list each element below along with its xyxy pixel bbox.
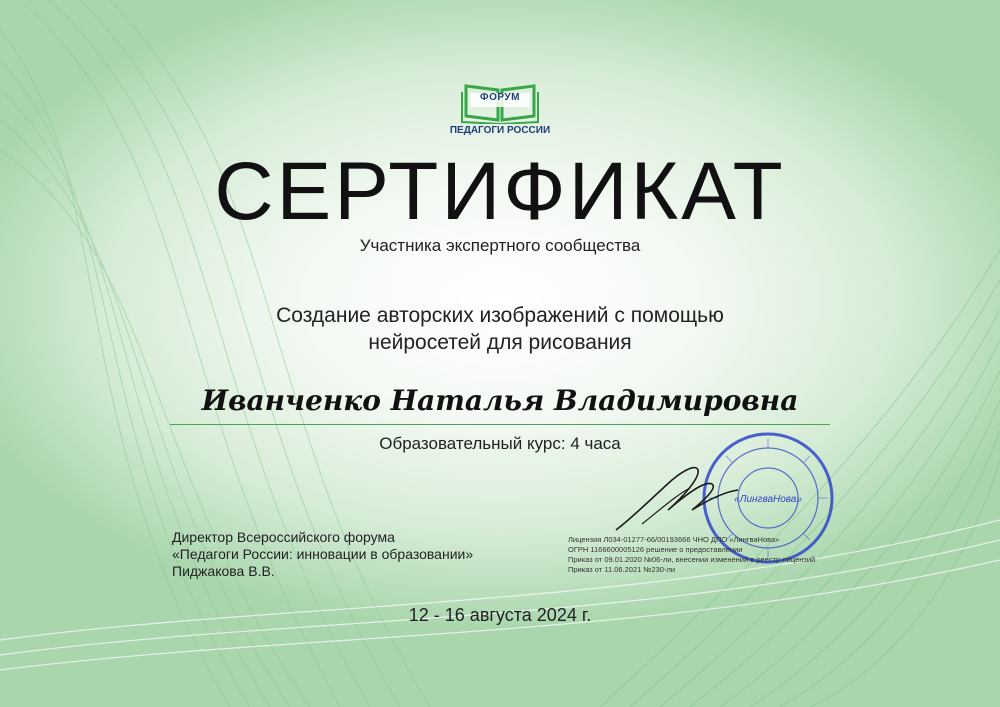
recipient-name: Иванченко Наталья Владимировна: [201, 384, 799, 417]
director-name: Пиджакова В.В.: [172, 563, 275, 579]
certificate-subtitle: Участника экспертного сообщества: [359, 236, 641, 255]
course-title-line-1: Создание авторских изображений с помощью: [276, 304, 724, 327]
license-info: [568, 535, 838, 575]
license-line-4: Приказ от 11.06.2021 №230-ли: [568, 565, 676, 574]
course-title-line-2: нейросетей для рисования: [368, 331, 632, 354]
logo-bottom-text: ПЕДАГОГИ РОССИИ: [449, 125, 551, 136]
course-hours: Образовательный курс: 4 часа: [379, 434, 621, 453]
name-underline: [170, 424, 830, 425]
director-line-2: «Педагоги России: инновации в образовании»: [172, 546, 474, 562]
director-block: [172, 529, 562, 580]
course-title: [0, 302, 1000, 356]
license-line-3: Приказ от 09.01.2020 №06-ли, внесении изменений в реестр лицензий: [568, 555, 816, 564]
logo-top-text: ФОРУМ: [480, 92, 520, 103]
certificate-title: СЕРТИФИКАТ: [214, 146, 786, 237]
event-dates: 12 - 16 августа 2024 г.: [408, 605, 592, 625]
director-signature: [612, 458, 742, 538]
license-line-1: Лицензия Л034-01277-66/00193666 ЧНО ДПО «ЛингваНова»: [568, 535, 780, 544]
forum-logo: [445, 78, 555, 140]
license-line-2: ОГРН 1166600005126 решение о предоставлении: [568, 545, 743, 554]
director-line-1: Директор Всероссийского форума: [172, 529, 395, 545]
stamp-center-text: «ЛингваНова»: [734, 494, 802, 505]
